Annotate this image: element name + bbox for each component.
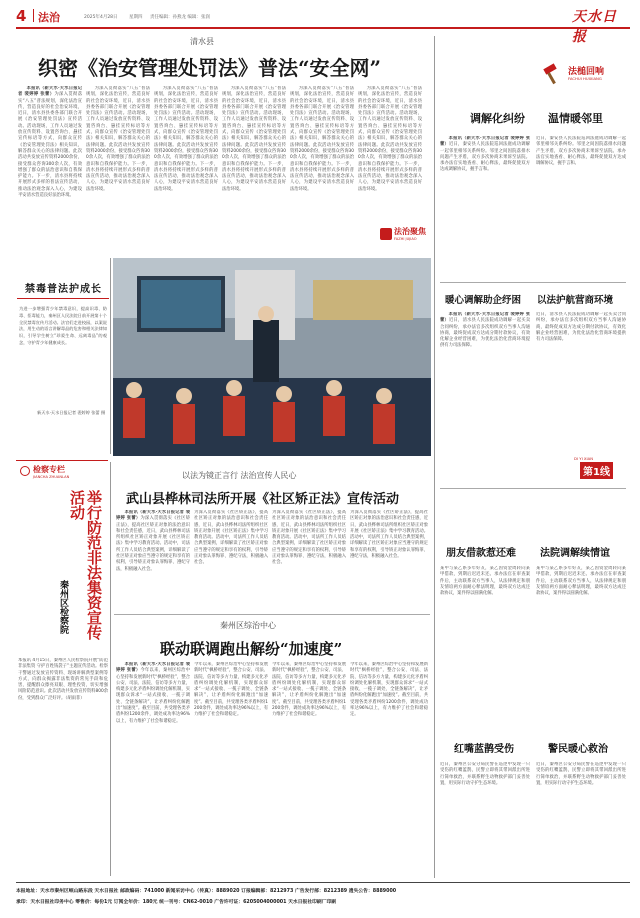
right-col-divider <box>434 36 435 878</box>
drug-piece-rule <box>17 298 109 299</box>
middle-headline: 武山县桦林司法所开展《社区矫正法》宣传活动 <box>126 492 400 507</box>
masthead-divider <box>33 9 34 22</box>
top-story-headline: 织密《治安管理处罚法》普法“安全网” <box>38 56 382 80</box>
recall-badge <box>540 62 632 88</box>
lower-body-col1: 本报讯（新天水·天水日报记者 裴婷婷 张蕾）今年以来，秦州区综治中心坚持和发展新时代“枫桥经验”，整合公安、司法、法院、信访等多方力量，构建多元化矛盾纠纷调处化解机制，实现群众诉求“一站式接收、一揽子调处、全链条解决”，让矛盾纠纷化解跑出“加速度”。截至目前，共受理各类矛盾纠纷1200余件，调处成功率达96%以上，有力维护了社会和谐稳定。 <box>116 662 190 724</box>
story1-body-left: 本报讯（新天水·天水日报记者 裴婷婷 张蕾）近日，秦安县人民法院巡回法庭成功调解一起邻里相邻关系纠纷。邻里之间因院落排水问题产生矛盾，双方多次协商未果诉至法院。承办法官实地查看、耐心释法，最终促使双方达成调解协议，握手言和。 <box>440 136 530 173</box>
drug-piece-body: 为进一步增强青少年禁毒意识，提高识毒、防毒、拒毒能力，秦州区人民法院日前开展第十个全民禁毒宣传月活动。法官们走进校园，以案说法，用生动的语言讲解毒品的危害和相关法律知识，引导学生树立“珍爱生命、远离毒品”的观念，守护青少年健康成长。 <box>19 306 107 345</box>
middle-body-col1: 本报讯（新天水·天水日报记者 裴婷婷 张蕾）为深入贯彻落实《社区矫正法》，提高社区矫正对象的法治意识和社会责任感，近日，武山县桦林司法所组织社区矫正对象开展《社区矫正法》集中学习教育活动。活动中，司法所工作人员结合典型案例，详细解读了社区矫正对象应当遵守的规定和享有的权利，引导矫正对象认罪悔罪、遵纪守法，积极融入社会。 <box>116 510 190 572</box>
top-story-body-col3 <box>154 86 218 254</box>
front-line-pinyin: DI YI XIAN <box>574 456 594 461</box>
sidebar-body: 本报讯 4月15日，秦州区人民检察院开展“防范非法集资 守护百姓钱袋子”主题宣传活动。检察干警通过发放宣传资料、现场讲解典型案例等方式，向群众揭露非法集资的常见手段和危害，提醒群众擦亮双眼、理性投资，切实增强风险防范意识。此次活动共发放宣传资料800余份，受到群众广泛好评。（胡雨菲） <box>18 658 108 701</box>
story3-body-right: 某甲与某乙系多年好友，某乙因资金周转向某甲借款，到期后迟迟未还。承办法官在审查案件后，主动联系双方当事人，从法律规定和朋友情谊两方面耐心释法明理，最终双方达成还款协议，案件得以圆满化解。 <box>536 566 626 597</box>
weekday: 星期四 <box>129 15 143 20</box>
gavel-icon <box>540 62 564 86</box>
front-line-title: 第1线 <box>580 462 613 479</box>
sidebar-org: 秦州区检察院 <box>58 580 68 634</box>
top-story-body-col1 <box>18 86 82 254</box>
rule <box>114 614 430 615</box>
story4-body-right: 近日，秦州区公安分局民警在巡逻中发现一只受伤的红嘴蓝鹊，民警立即将其带回派出所进行简单救治，并联系野生动物救护部门妥善处置，用实际行动守护生态环境。 <box>536 762 626 786</box>
middle-body-col3: 为深入贯彻落实《社区矫正法》，提高社区矫正对象的法治意识和社会责任感，近日，武山县桦林司法所组织社区矫正对象开展《社区矫正法》集中学习教育活动。活动中，司法所工作人员结合典型案例，详细解读了社区矫正对象应当遵守的规定和享有的权利，引导矫正对象认罪悔罪、遵纪守法，积极融入社会。 <box>272 510 346 566</box>
lower-kicker: 秦州区综治中心 <box>220 621 276 630</box>
scale-icon <box>20 466 30 476</box>
newspaper-logo: 天水日报 <box>572 9 617 45</box>
top-story-text-cont: 为深入贯彻落实“八五”普法规划，深化法治宣传，营造良好的社会治安环境，近日，清水县县委各部门联合开展《治安管理处罚法》宣传活动。活动现场，工作人员通过发放宣传资料、设置咨询台、悬挂宣传标语等方式，向群众宣传《治安管理处罚法》相关知识，解答群众关心的法律问题。此次活动共发放宣传资料2000余份，接受群众咨询300余人次，有效增强了群众的法治意识和自我保护能力。下一步，清水县将持续开展形式多样的普法宣传活动，推动法治观念深入人心，为建设平安清水营造良好法治环境。 <box>86 86 150 192</box>
story2-headline-a: 暖心调解助企纾困 <box>445 295 522 306</box>
top-story-text-cont: 为深入贯彻落实“八五”普法规划，深化法治宣传，营造良好的社会治安环境，近日，清水县县委各部门联合开展《治安管理处罚法》宣传活动。活动现场，工作人员通过发放宣传资料、设置咨询台、悬挂宣传标语等方式，向群众宣传《治安管理处罚法》相关知识，解答群众关心的法律问题。此次活动共发放宣传资料2000余份，接受群众咨询300余人次，有效增强了群众的法治意识和自我保护能力。下一步，清水县将持续开展形式多样的普法宣传活动，推动法治观念深入人心，为建设平安清水营造良好法治环境。 <box>358 86 422 192</box>
top-story-body-col5 <box>290 86 354 222</box>
drug-photo-piece <box>17 262 109 454</box>
focus-badge-title: 法治聚焦 <box>394 227 426 236</box>
footer-line2: 承印：天水日报社印务中心 零售价：每份1元 订阅全年价：180元 统一刊号：CN62-0010 广告许可证：6205004000001 天水日报社印刷厂印刷 <box>16 900 337 905</box>
procuratorate-badge-pinyin: JIANCHA ZHUANLAN <box>33 475 70 479</box>
top-story-body-col2 <box>86 86 150 254</box>
middle-body-col2: 为深入贯彻落实《社区矫正法》，提高社区矫正对象的法治意识和社会责任感，近日，武山县桦林司法所组织社区矫正对象开展《社区矫正法》集中学习教育活动。活动中，司法所工作人员结合典型案例，详细解读了社区矫正对象应当遵守的规定和享有的权利，引导矫正对象认罪悔罪、遵纪守法，积极融入社会。 <box>194 510 268 566</box>
lower-body-col2: 今年以来，秦州区综治中心坚持和发展新时代“枫桥经验”，整合公安、司法、法院、信访等多方力量，构建多元化矛盾纠纷调处化解机制，实现群众诉求“一站式接收、一揽子调处、全链条解决”，让矛盾纠纷化解跑出“加速度”。截至目前，共受理各类矛盾纠纷1200余件，调处成功率达96%以上，有力维护了社会和谐稳定。 <box>194 662 268 718</box>
middle-body-col4: 为深入贯彻落实《社区矫正法》，提高社区矫正对象的法治意识和社会责任感，近日，武山县桦林司法所组织社区矫正对象开展《社区矫正法》集中学习教育活动。活动中，司法所工作人员结合典型案例，详细解读了社区矫正对象应当遵守的规定和享有的权利，引导矫正对象认罪悔罪、遵纪守法，积极融入社会。 <box>350 510 428 560</box>
focus-badge-icon <box>380 228 392 240</box>
story2-body-left: 本报讯（新天水·天水日报记者 裴婷婷 张蕾）近日，清水县人民法院成功调解一起买卖合同纠纷，承办法官多次组织双方当事人沟通协商，最终促成双方达成分期付款协议，有效化解企业经营困难，为优化法治化营商环境提供有力司法保障。 <box>440 312 530 349</box>
editor-line: 责任编辑：孙燕龙 编辑：张润 <box>150 15 210 20</box>
story2-headline-b: 以法护航营商环境 <box>537 295 614 306</box>
lower-body-col4: 今年以来，秦州区综治中心坚持和发展新时代“枫桥经验”，整合公安、司法、法院、信访等多方力量，构建多元化矛盾纠纷调处化解机制，实现群众诉求“一站式接收、一揽子调处、全链条解决”，让矛盾纠纷化解跑出“加速度”。截至目前，共受理各类矛盾纠纷1200余件，调处成功率达96%以上，有力维护了社会和谐稳定。 <box>350 662 428 718</box>
story3-body-left: 某甲与某乙系多年好友，某乙因资金周转向某甲借款，到期后迟迟未还。承办法官在审查案件后，主动联系双方当事人，从法律规定和朋友情谊两方面耐心释法明理，最终双方达成还款协议，案件得以圆满化解。 <box>440 566 530 597</box>
story2-body-right: 近日，清水县人民法院成功调解一起买卖合同纠纷，承办法官多次组织双方当事人沟通协商，最终促成双方达成分期付款协议，有效化解企业经营困难，为优化法治化营商环境提供有力司法保障。 <box>536 312 626 343</box>
story3-headline-a: 朋友借款惹还难 <box>446 548 516 559</box>
story1-headline-b: 温情暖邻里 <box>548 112 603 125</box>
story1-headline-a: 调解化纠纷 <box>470 112 525 125</box>
top-story-text-cont: 为深入贯彻落实“八五”普法规划，深化法治宣传，营造良好的社会治安环境，近日，清水县县委各部门联合开展《治安管理处罚法》宣传活动。活动现场，工作人员通过发放宣传资料、设置咨询台、悬挂宣传标语等方式，向群众宣传《治安管理处罚法》相关知识，解答群众关心的法律问题。此次活动共发放宣传资料2000余份，接受群众咨询300余人次，有效增强了群众的法治意识和自我保护能力。下一步，清水县将持续开展形式多样的普法宣传活动，推动法治观念深入人心，为建设平安清水营造良好法治环境。 <box>222 86 286 192</box>
top-story-body-col4 <box>222 86 286 254</box>
section-name: 法治 <box>38 11 60 24</box>
lower-headline: 联动联调跑出解纷“加速度” <box>160 640 343 658</box>
lecture-photo <box>113 258 431 456</box>
top-story-text-cont: 为深入贯彻落实“八五”普法规划，深化法治宣传，营造良好的社会治安环境，近日，清水县县委各部门联合开展《治安管理处罚法》宣传活动。活动现场，工作人员通过发放宣传资料、设置咨询台、悬挂宣传标语等方式，向群众宣传《治安管理处罚法》相关知识，解答群众关心的法律问题。此次活动共发放宣传资料2000余份，接受群众咨询300余人次，有效增强了群众的法治意识和自我保护能力。下一步，清水县将持续开展形式多样的普法宣传活动，推动法治观念深入人心，为建设平安清水营造良好法治环境。 <box>290 86 354 192</box>
story1-body-right: 近日，秦安县人民法院巡回法庭成功调解一起邻里相邻关系纠纷。邻里之间因院落排水问题产生矛盾，双方多次协商未果诉至法院。承办法官实地查看、耐心释法，最终促使双方达成调解协议，握手言和。 <box>536 136 626 167</box>
top-story-text-cont: 为深入贯彻落实“八五”普法规划，深化法治宣传，营造良好的社会治安环境，近日，清水县县委各部门联合开展《治安管理处罚法》宣传活动。活动现场，工作人员通过发放宣传资料、设置咨询台、悬挂宣传标语等方式，向群众宣传《治安管理处罚法》相关知识，解答群众关心的法律问题。此次活动共发放宣传资料2000余份，接受群众咨询300余人次，有效增强了群众的法治意识和自我保护能力。下一步，清水县将持续开展形式多样的普法宣传活动，推动法治观念深入人心，为建设平安清水营造良好法治环境。 <box>154 86 218 192</box>
story4-body-left: 近日，秦州区公安分局民警在巡逻中发现一只受伤的红嘴蓝鹊，民警立即将其带回派出所进行简单救治，并联系野生动物救护部门妥善处置，用实际行动守护生态环境。 <box>440 762 530 786</box>
story4-headline-b: 警民暖心救治 <box>548 744 608 755</box>
footer-line1: 本报地址：天水市秦州区岷山路东段 天水日报社 邮政编码：741000 新闻采访中心（传真）：8889020 订报编辑部：8212973 广告发行部：8212389 遗失公告：8889000 <box>16 889 397 894</box>
page-number: 4 <box>16 7 27 25</box>
issue-date: 2025年4月28日 <box>84 15 118 20</box>
sidebar-rule <box>16 460 108 461</box>
drug-piece-title: 禁毒普法护成长 <box>25 284 102 295</box>
col-divider <box>110 258 111 454</box>
procuratorate-badge-title: 检察专栏 <box>33 465 65 474</box>
rule <box>440 488 626 489</box>
recall-badge-pinyin: FACHUI HUIXIANG <box>568 76 602 81</box>
story3-headline-b: 法院调解续情谊 <box>540 548 610 559</box>
rule <box>440 282 626 283</box>
focus-badge <box>380 226 424 248</box>
footer-rule <box>16 882 630 883</box>
middle-kicker: 以法为镜正言行 法治宣传人民心 <box>182 471 297 480</box>
top-story-byline: 本报讯（新天水·天水日报记者 裴婷婷 张蕾） <box>18 86 82 98</box>
focus-badge-pinyin: FAZHI JUJIAO <box>394 237 417 241</box>
top-story-kicker: 清水县 <box>190 37 214 46</box>
top-story-text: 为深入贯彻落实“八五”普法规划，深化法治宣传，营造良好的社会治安环境，近日，清水县县委各部门联合开展《治安管理处罚法》宣传活动。活动现场，工作人员通过发放宣传资料、设置咨询台、悬挂宣传标语等方式，向群众宣传《治安管理处罚法》相关知识，解答群众关心的法律问题。此次活动共发放宣传资料2000余份，接受群众咨询300余人次，有效增强了群众的法治意识和自我保护能力。下一步，清水县将持续开展形式多样的普法宣传活动，推动法治观念深入人心，为建设平安清水营造良好法治环境。 <box>18 92 82 199</box>
procuratorate-badge <box>20 464 106 486</box>
recall-badge-title: 法槌回响 <box>568 67 605 77</box>
front-line-badge <box>574 456 628 480</box>
sidebar-headline: 举行防范非法集资宣传活动 <box>68 490 103 640</box>
story4-headline-a: 红嘴蓝鹊受伤 <box>454 744 514 755</box>
top-story-body-col6 <box>358 86 422 222</box>
lower-body-col3: 今年以来，秦州区综治中心坚持和发展新时代“枫桥经验”，整合公安、司法、法院、信访等多方力量，构建多元化矛盾纠纷调处化解机制，实现群众诉求“一站式接收、一揽子调处、全链条解决”，让矛盾纠纷化解跑出“加速度”。截至目前，共受理各类矛盾纠纷1200余件，调处成功率达96%以上，有力维护了社会和谐稳定。 <box>272 662 346 718</box>
drug-piece-credit: 新天水·天水日报记者 裴婷婷 张蕾 摄 <box>37 410 106 415</box>
masthead-rule <box>16 27 630 29</box>
col-divider <box>110 462 111 876</box>
